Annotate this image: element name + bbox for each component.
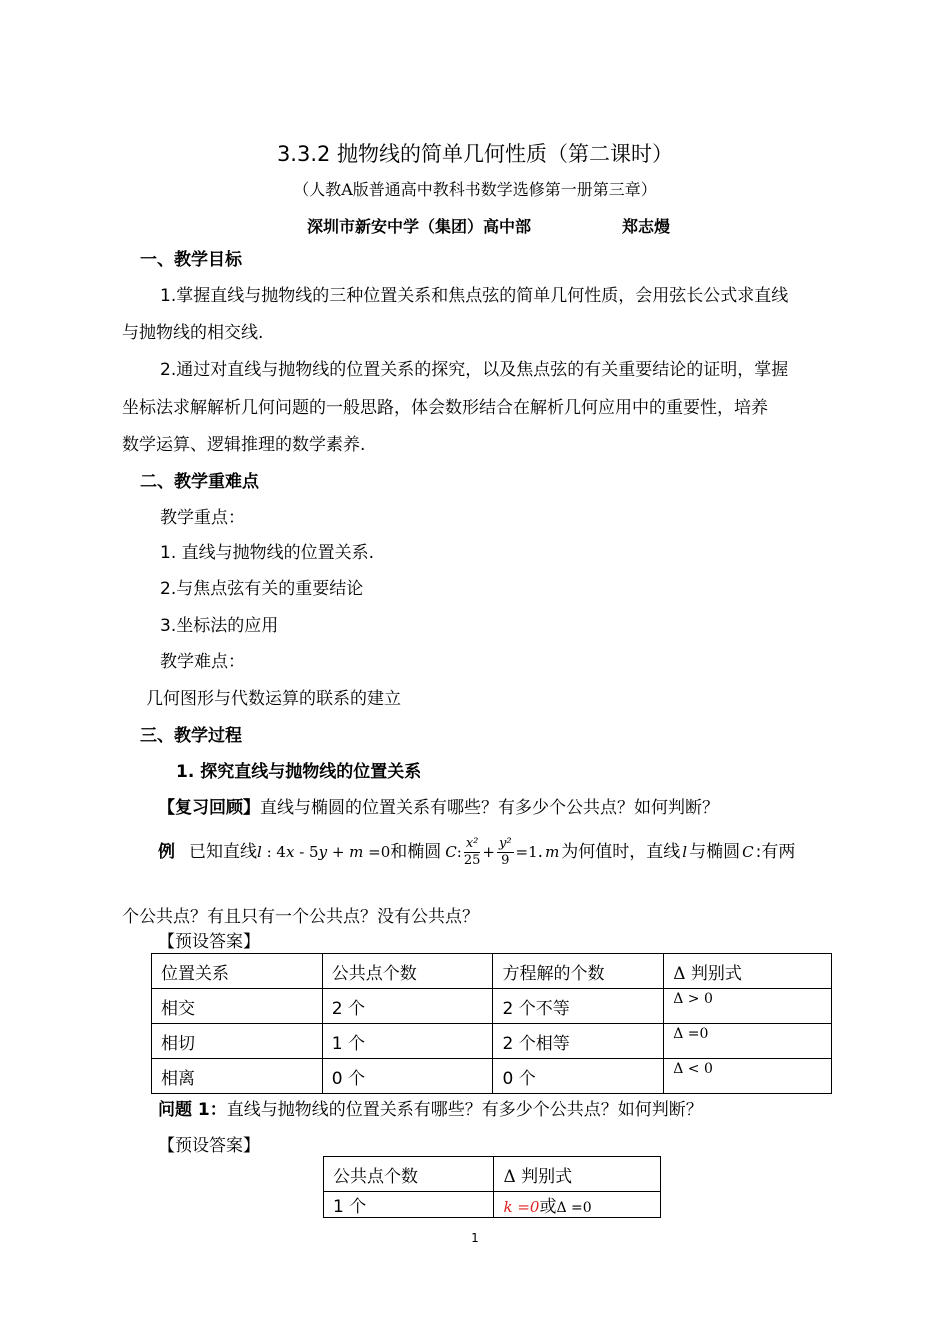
example-text: 已知直线 <box>189 842 257 862</box>
fraction: $\frac{\text{y²}}{9}$ <box>498 835 512 868</box>
key-point-item: 3.坐标法的应用 <box>160 616 279 636</box>
page-number: 1 <box>471 1231 479 1245</box>
table-row <box>152 1024 832 1059</box>
table-cell: 1 个 <box>322 1024 493 1059</box>
author-school: 深圳市新安中学（集团）高中部 <box>307 217 532 236</box>
difficulty-label: 教学难点： <box>160 652 245 672</box>
section-heading-key-points: 二、教学重难点 <box>140 472 259 492</box>
author-name: 郑志熳 <box>622 217 671 236</box>
difficulty-text: 几何图形与代数运算的联系的建立 <box>146 689 401 709</box>
k-equals-zero: k =0 <box>503 1198 540 1216</box>
table-cell: 2 个不等 <box>493 989 664 1024</box>
objective-2-line-1: 2.通过对直线与抛物线的位置关系的探究，以及焦点弦的有关重要结论的证明，掌握 <box>160 360 789 380</box>
table-header-row <box>152 954 832 989</box>
question-tag: 问题 1： <box>158 1100 227 1120</box>
table-header-row <box>324 1157 661 1192</box>
table-row <box>152 1059 832 1094</box>
page-subtitle: （人教A版普通高中教科书数学选修第一册第三章） <box>293 180 657 199</box>
objective-2-line-2: 坐标法求解解析几何问题的一般思路，体会数形结合在解析几何应用中的重要性，培养 <box>122 398 768 418</box>
table-cell: 2 个相等 <box>493 1024 664 1059</box>
review-tag: 【复习回顾】 <box>158 798 260 818</box>
table-row <box>152 989 832 1024</box>
section-heading-process: 三、教学过程 <box>140 726 242 746</box>
section-heading-objectives: 一、教学目标 <box>140 250 242 270</box>
key-points-label: 教学重点： <box>160 508 245 528</box>
ellipse-equation: C : $\frac{\text{x²}}{25}$ + $\frac{\text{y²}}{9}$ =1 <box>445 835 538 868</box>
objective-1-line-2: 与抛物线的相交线. <box>122 323 264 343</box>
table-header-cell: 公共点个数 <box>322 954 493 989</box>
example-label: 例 <box>158 842 175 862</box>
table-cell: 相交 <box>152 989 323 1024</box>
table-cell: 2 个 <box>322 989 493 1024</box>
table-cell: Δ < 0 <box>664 1059 832 1094</box>
question-text: 直线与抛物线的位置关系有哪些？有多少个公共点？如何判断？ <box>226 1100 703 1120</box>
page-title: 3.3.2 抛物线的简单几何性质（第二课时） <box>276 142 674 166</box>
objective-1-line-1: 1.掌握直线与抛物线的三种位置关系和焦点弦的简单几何性质，会用弦长公式求直线 <box>160 286 789 306</box>
table-cell: Δ =0 <box>664 1024 832 1059</box>
table-header-cell: 位置关系 <box>152 954 323 989</box>
review-text: 直线与椭圆的位置关系有哪些？有多少个公共点？如何判断？ <box>260 798 719 818</box>
table-header-cell: 公共点个数 <box>324 1157 494 1192</box>
table-header-cell: Δ 判别式 <box>664 954 832 989</box>
subsection-heading: 1. 探究直线与抛物线的位置关系 <box>176 762 422 782</box>
table-header-cell: Δ 判别式 <box>494 1157 661 1192</box>
line-equation: l : 4x - 5y + m =0 <box>257 843 391 861</box>
objective-2-line-3: 数学运算、逻辑推理的数学素养. <box>122 435 366 455</box>
review-paragraph <box>158 798 719 818</box>
discriminant-table <box>323 1156 661 1218</box>
table-cell: 0 个 <box>493 1059 664 1094</box>
table-row <box>324 1192 661 1218</box>
fraction: $\frac{\text{x²}}{25}$ <box>463 835 481 868</box>
example-text: 和椭圆 <box>390 842 442 862</box>
key-point-item: 2.与焦点弦有关的重要结论 <box>160 579 364 599</box>
table-cell: 相离 <box>152 1059 323 1094</box>
preset-answer-label: 【预设答案】 <box>158 932 260 952</box>
example-line-2: 个公共点？有且只有一个公共点？没有公共点？ <box>122 907 479 927</box>
preset-answer-label-2: 【预设答案】 <box>158 1136 260 1156</box>
question-1 <box>158 1100 703 1120</box>
position-relation-table <box>151 953 832 1094</box>
table-cell: 0 个 <box>322 1059 493 1094</box>
example-line: 例 已知直线 l : 4x - 5y + m =0 和椭圆 C : $\frac{\text{x²}}{25}$ + $\frac{\text{y²}}{9}$ =1 . m 为何值时，直线 l 与椭圆 C :有两 <box>158 835 796 868</box>
table-cell: Δ > 0 <box>664 989 832 1024</box>
table-cell: 1 个 <box>324 1192 494 1218</box>
key-point-item: 1. 直线与抛物线的位置关系. <box>160 543 375 563</box>
table-header-cell: 方程解的个数 <box>493 954 664 989</box>
table-cell: 相切 <box>152 1024 323 1059</box>
table-cell: k =0或Δ =0 <box>494 1192 661 1218</box>
